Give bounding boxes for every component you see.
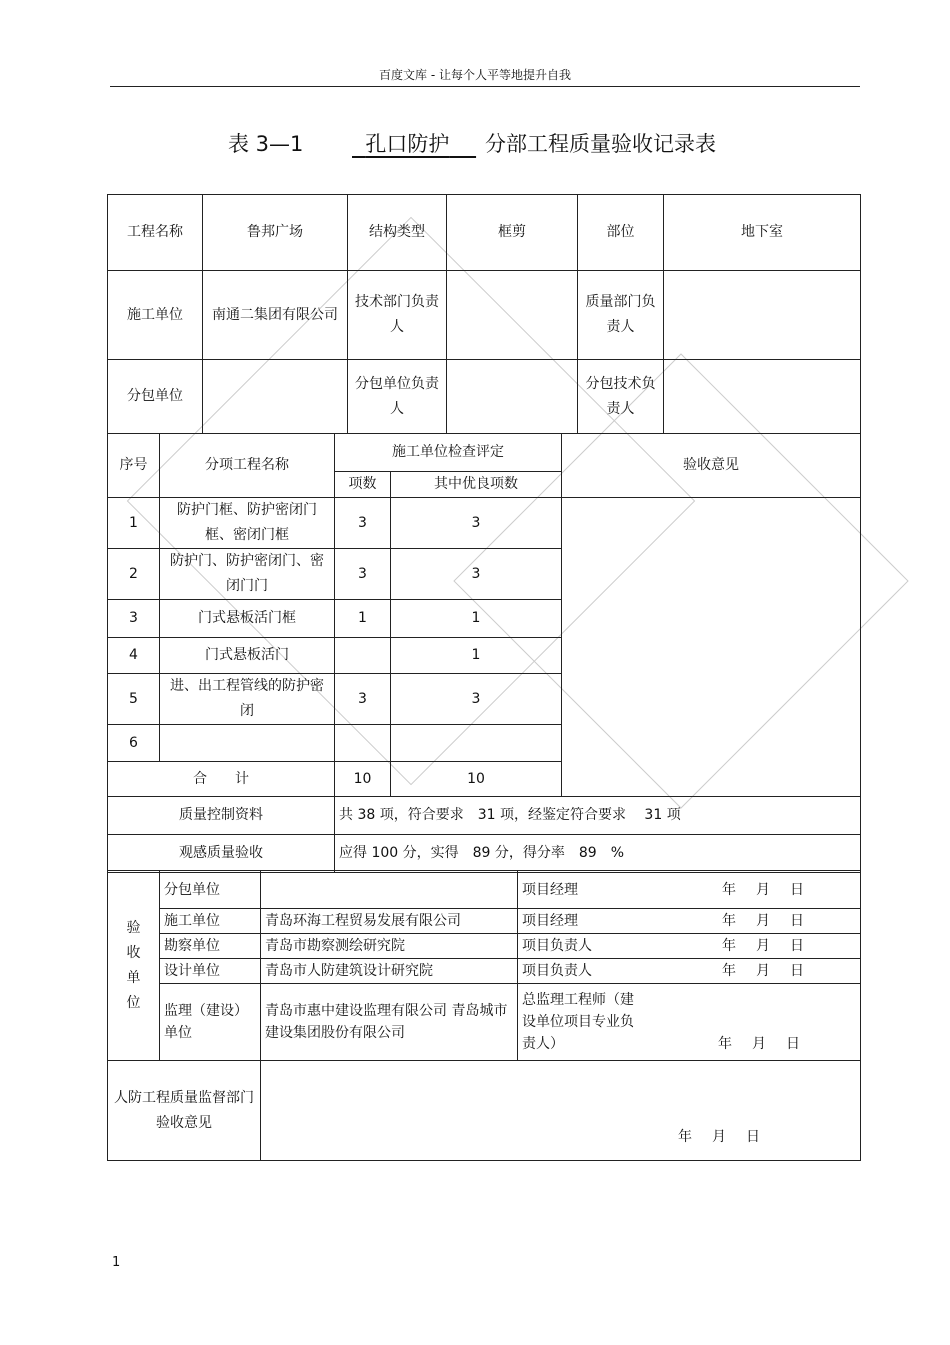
signoff-cell: [518, 871, 861, 909]
project-info-table: [107, 194, 861, 434]
row-good: 1: [391, 638, 562, 674]
row-good: 3: [391, 674, 562, 725]
table-row: [108, 498, 861, 549]
unit-label: 监理（建设）单位: [160, 984, 261, 1061]
date-blank: 年 月 日: [678, 1129, 760, 1145]
project-name-value: 鲁邦广场: [203, 195, 348, 271]
row-no: 5: [108, 674, 160, 725]
contractor-value: 南通二集团有限公司: [203, 271, 348, 360]
date-blank: 年 月 日: [722, 938, 804, 954]
signoff-cell: [518, 984, 861, 1061]
row-count: [335, 725, 391, 762]
signoff-cell: [518, 934, 861, 959]
total-good: 10: [391, 762, 562, 797]
row-count: 3: [335, 674, 391, 725]
supervision-label: 人防工程质量监督部门验收意见: [108, 1061, 261, 1161]
role-label: 项目经理: [522, 913, 578, 929]
unit-company: 青岛市人防建筑设计研究院: [261, 959, 518, 984]
project-name-label: 工程名称: [108, 195, 203, 271]
signoff-cell: [518, 959, 861, 984]
page-title: [0, 128, 950, 158]
row-no: 1: [108, 498, 160, 549]
signoff-cell: [518, 909, 861, 934]
unit-company: 青岛环海工程贸易发展有限公司: [261, 909, 518, 934]
supervision-cell: [261, 1061, 861, 1161]
sub-head-value: [447, 360, 578, 434]
row-no: 6: [108, 725, 160, 762]
row-good: [391, 725, 562, 762]
col-check-header: 施工单位检查评定: [335, 434, 562, 472]
row-name: 门式悬板活门框: [160, 600, 335, 638]
title-blank-text: 孔口防护: [365, 132, 450, 156]
row-count: [335, 638, 391, 674]
page-header: 百度文库 - 让每个人平等地提升自我: [379, 68, 571, 82]
subcontractor-value: [203, 360, 348, 434]
row-count: 1: [335, 600, 391, 638]
row-good: 3: [391, 498, 562, 549]
row-count: 3: [335, 549, 391, 600]
sub-items-table: [107, 433, 861, 873]
row-no: 3: [108, 600, 160, 638]
qc-value: 共 38 项，符合要求 31 项，经鉴定符合要求 31 项: [335, 797, 861, 835]
unit-label: 施工单位: [160, 909, 261, 934]
total-count: 10: [335, 762, 391, 797]
row-no: 2: [108, 549, 160, 600]
page-number: 1: [112, 1255, 121, 1270]
title-blank: [352, 128, 476, 158]
unit-label: 勘察单位: [160, 934, 261, 959]
col-good-header: 其中优良项数: [391, 472, 562, 498]
row-name: 进、出工程管线的防护密闭: [160, 674, 335, 725]
quality-head-label: 质量部门负责人: [578, 271, 664, 360]
date-blank: 年 月 日: [718, 1036, 800, 1052]
supervision-table: [107, 1060, 861, 1161]
role-label: 项目经理: [522, 881, 578, 898]
tech-head-label: 技术部门负责人: [348, 271, 447, 360]
date-blank: 年 月 日: [722, 963, 804, 979]
row-name: [160, 725, 335, 762]
total-label: 合 计: [108, 762, 335, 797]
visual-label: 观感质量验收: [108, 835, 335, 873]
part-label: 部位: [578, 195, 664, 271]
row-count: 3: [335, 498, 391, 549]
col-opinion-header: 验收意见: [562, 434, 861, 498]
opinion-cell: [562, 498, 861, 797]
title-prefix: 表 3—1: [228, 132, 304, 156]
col-no-header: 序号: [108, 434, 160, 498]
sub-tech-label: 分包技术负责人: [578, 360, 664, 434]
role-label: 总监理工程师（建设单位项目专业负责人）: [522, 992, 634, 1052]
date-blank: 年 月 日: [722, 913, 804, 929]
structure-value: 框剪: [447, 195, 578, 271]
unit-company: [261, 871, 518, 909]
part-value: 地下室: [664, 195, 861, 271]
unit-label: 设计单位: [160, 959, 261, 984]
role-label: 项目负责人: [522, 938, 592, 954]
role-label: 项目负责人: [522, 963, 592, 979]
row-good: 3: [391, 549, 562, 600]
visual-value: 应得 100 分，实得 89 分，得分率 89 %: [335, 835, 861, 873]
acceptance-group-label: 验收单位: [108, 871, 160, 1061]
sub-head-label: 分包单位负责人: [348, 360, 447, 434]
unit-company: 青岛市勘察测绘研究院: [261, 934, 518, 959]
col-count-header: 项数: [335, 472, 391, 498]
acceptance-table: [107, 870, 861, 1061]
qc-label: 质量控制资料: [108, 797, 335, 835]
structure-label: 结构类型: [348, 195, 447, 271]
col-name-header: 分项工程名称: [160, 434, 335, 498]
row-good: 1: [391, 600, 562, 638]
subcontractor-label: 分包单位: [108, 360, 203, 434]
date-blank: 年 月 日: [722, 881, 804, 898]
row-no: 4: [108, 638, 160, 674]
unit-label: 分包单位: [160, 871, 261, 909]
row-name: 防护门框、防护密闭门框、密闭门框: [160, 498, 335, 549]
unit-company: 青岛市惠中建设监理有限公司 青岛城市建设集团股份有限公司: [261, 984, 518, 1061]
quality-head-value: [664, 271, 861, 360]
sub-tech-value: [664, 360, 861, 434]
tech-head-value: [447, 271, 578, 360]
row-name: 防护门、防护密闭门、密闭门门: [160, 549, 335, 600]
title-suffix: 分部工程质量验收记录表: [485, 132, 716, 156]
contractor-label: 施工单位: [108, 271, 203, 360]
header-rule: [110, 86, 860, 87]
row-name: 门式悬板活门: [160, 638, 335, 674]
